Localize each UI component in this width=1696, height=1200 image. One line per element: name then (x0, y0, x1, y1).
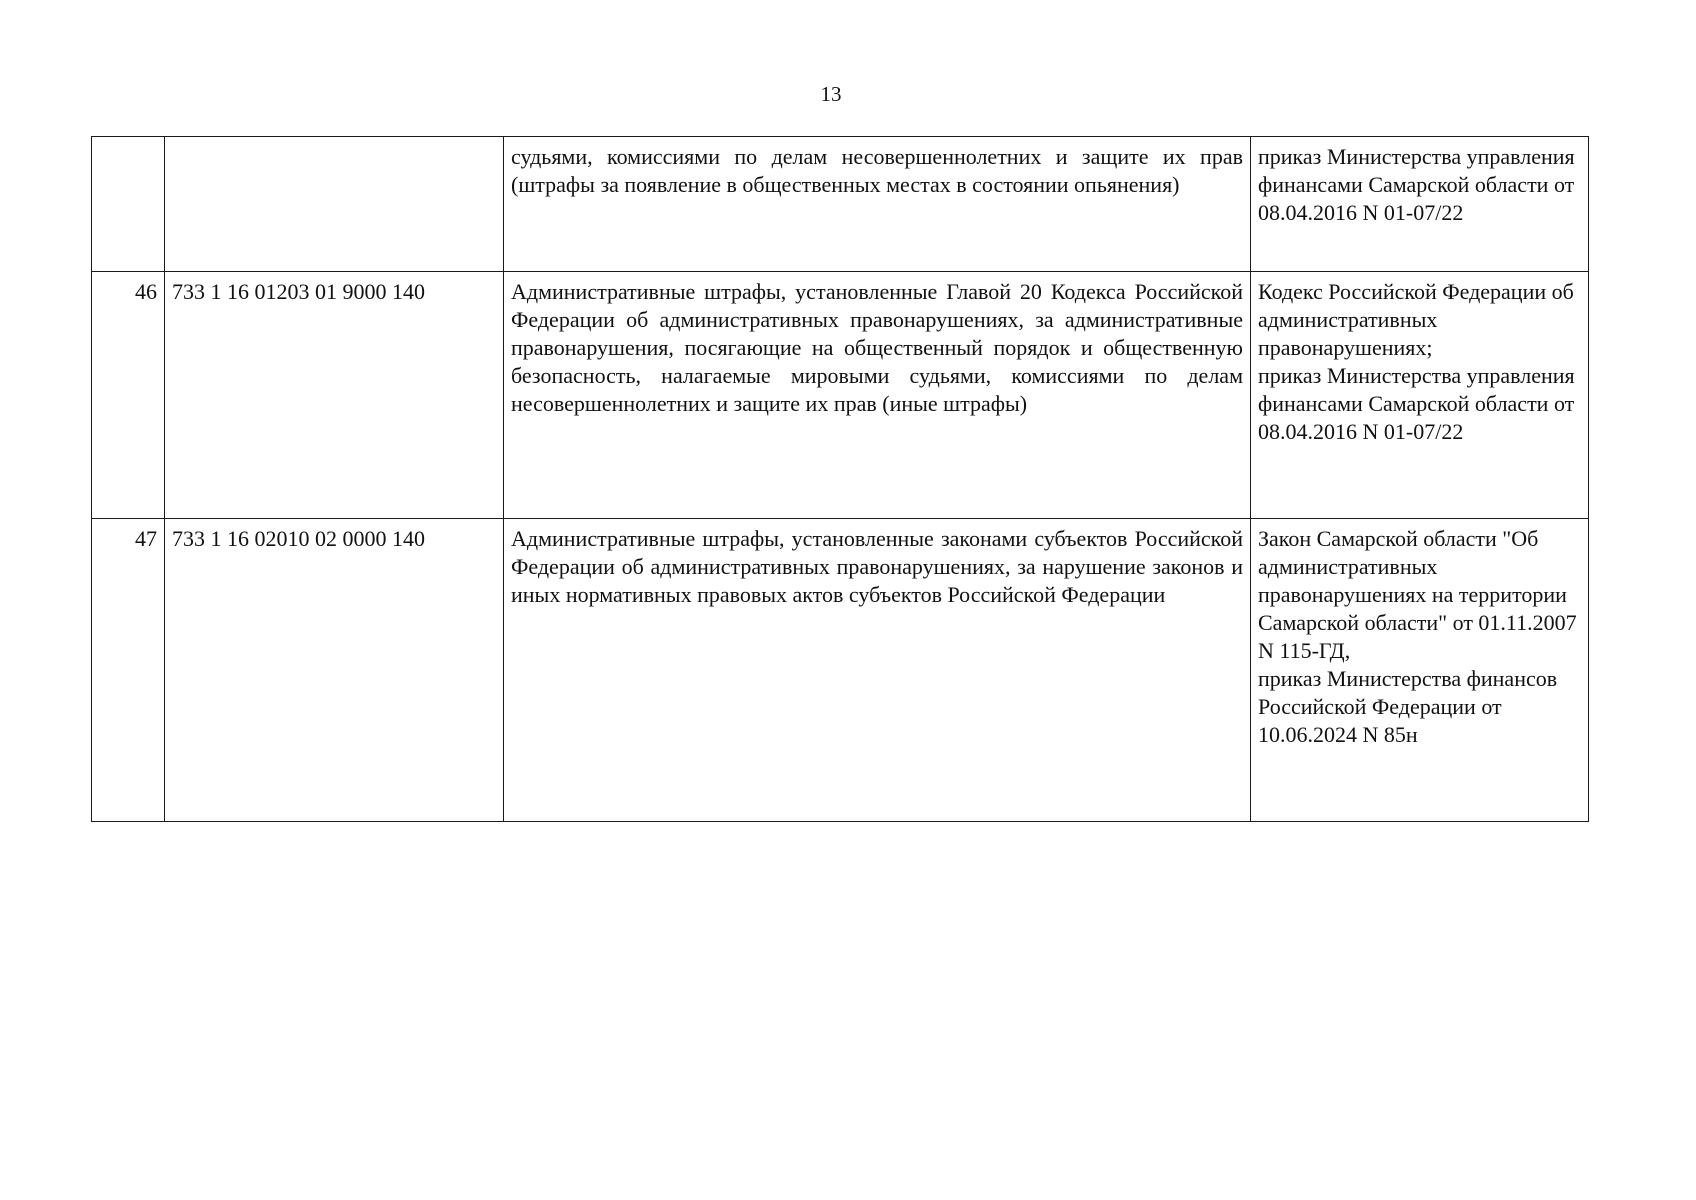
legal-basis: приказ Министерства управления финансами Самарской области от 08.04.2016 N 01-07/22 (1251, 137, 1589, 272)
row-number: 46 (92, 272, 165, 519)
budget-classification-code: 733 1 16 01203 01 9000 140 (165, 272, 504, 519)
table-row (92, 272, 1589, 519)
revenue-description: судьями, комиссиями по делам несовершеннолетних и защите их прав (штрафы за появление в общественных местах в состоянии опьянения) (504, 137, 1251, 272)
revenue-description: Административные штрафы, установленные Главой 20 Кодекса Российской Федерации об административных правонарушениях, за административные правонарушения, посягающие на общественный порядок и общественную безопасность, налагаемые мировыми судьями, комиссиями по делам несовершеннолетних и защите их прав (иные штрафы) (504, 272, 1251, 519)
revenue-description: Административные штрафы, установленные законами субъектов Российской Федерации об административных правонарушениях, за нарушение законов и иных нормативных правовых актов субъектов Российской Федерации (504, 519, 1251, 822)
page-number: 13 (820, 82, 842, 106)
row-number: 47 (92, 519, 165, 822)
budget-classification-code: 733 1 16 02010 02 0000 140 (165, 519, 504, 822)
budget-classification-code (165, 137, 504, 272)
legal-basis: Кодекс Российской Федерации об административных правонарушениях; приказ Министерства управления финансами Самарской области от 08.04.2016 N 01-07/22 (1251, 272, 1589, 519)
revenue-codes-table (91, 136, 1589, 822)
table-row (92, 519, 1589, 822)
table-row (92, 137, 1589, 272)
legal-basis: Закон Самарской области "Об административных правонарушениях на территории Самарской области" от 01.11.2007 N 115-ГД, приказ Министерства финансов Российской Федерации от 10.06.2024 N 85н (1251, 519, 1589, 822)
row-number (92, 137, 165, 272)
